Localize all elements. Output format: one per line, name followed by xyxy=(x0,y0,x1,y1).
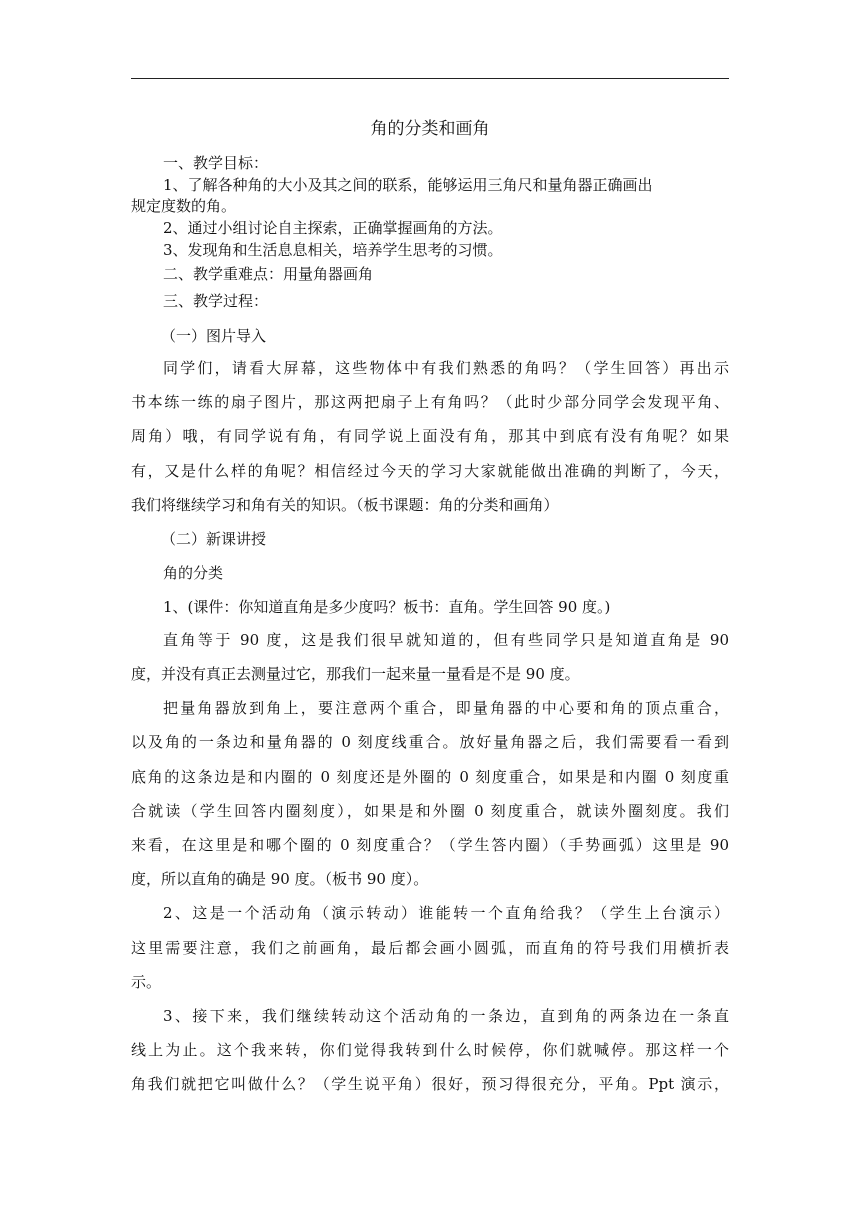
item-1-line: 1、(课件：你知道直角是多少度吗？板书：直角。学生回答 90 度。) xyxy=(163,598,611,616)
goal-1-line-2: 规定度数的角。 xyxy=(131,197,237,215)
intro-line-4: 有，又是什么样的角呢？相信经过今天的学习大家就能做出准确的判断了，今天， xyxy=(131,462,729,480)
classification-heading: 角的分类 xyxy=(163,564,224,582)
goal-3: 3、发现角和生活息息相关，培养学生思考的习惯。 xyxy=(163,241,503,259)
protractor-line-4: 合就读（学生回答内圈刻度），如果是和外圈 0 刻度重合，就读外圈刻度。我们 xyxy=(131,802,729,820)
item-2-line-2: 这里需要注意，我们之前画角，最后都会画小圆弧，而直角的符号我们用横折表 xyxy=(131,939,729,957)
protractor-line-3: 底角的这条边是和内圈的 0 刻度还是外圈的 0 刻度重合，如果是和内圈 0 刻度重 xyxy=(131,768,729,786)
header-rule xyxy=(131,78,729,79)
item-2-line-3: 示。 xyxy=(131,973,162,991)
page-title: 角的分类和画角 xyxy=(370,119,490,139)
protractor-line-6: 度，所以直角的确是 90 度。（板书 90 度）。 xyxy=(131,870,429,888)
item-2-line-1: 2、这是一个活动角（演示转动）谁能转一个直角给我？（学生上台演示） xyxy=(163,904,729,922)
intro-line-2: 书本练一练的扇子图片，那这两把扇子上有角吗？（此时少部分同学会发现平角、 xyxy=(131,393,729,411)
goal-2: 2、通过小组讨论自主探索，正确掌握画角的方法。 xyxy=(163,219,503,237)
difficulty-line: 二、教学重难点：用量角器画角 xyxy=(163,265,374,283)
goals-heading: 一、教学目标： xyxy=(163,154,269,172)
intro-line-3: 周角）哦，有同学说有角，有同学说上面没有角，那其中到底有没有角呢？如果 xyxy=(131,427,729,445)
protractor-line-2: 以及角的一条边和量角器的 0 刻度线重合。放好量角器之后，我们需要看一看到 xyxy=(131,733,729,751)
part-1-heading: （一）图片导入 xyxy=(161,327,267,345)
right-angle-line-1: 直角等于 90 度，这是我们很早就知道的，但有些同学只是知道直角是 90 xyxy=(163,631,729,649)
intro-line-1: 同学们，请看大屏幕，这些物体中有我们熟悉的角吗？（学生回答）再出示 xyxy=(163,359,729,377)
intro-line-5: 我们将继续学习和角有关的知识。（板书课题：角的分类和画角） xyxy=(131,496,559,514)
goal-1-line-1: 1、了解各种角的大小及其之间的联系，能够运用三角尺和量角器正确画出 xyxy=(163,176,653,194)
item-3-line-3: 角我们就把它叫做什么？（学生说平角）很好，预习得很充分，平角。Ppt 演示， xyxy=(131,1075,729,1093)
item-3-line-1: 3、接下来，我们继续转动这个活动角的一条边，直到角的两条边在一条直 xyxy=(163,1007,729,1025)
right-angle-line-2: 度，并没有真正去测量过它，那我们一起来量一量看是不是 90 度。 xyxy=(131,665,580,683)
process-heading: 三、教学过程： xyxy=(163,292,269,310)
part-2-heading: （二）新课讲授 xyxy=(161,530,267,548)
protractor-line-5: 来看，在这里是和哪个圈的 0 刻度重合？（学生答内圈）（手势画弧）这里是 90 xyxy=(131,836,729,854)
item-3-line-2: 线上为止。这个我来转，你们觉得我转到什么时候停，你们就喊停。那这样一个 xyxy=(131,1041,729,1059)
protractor-line-1: 把量角器放到角上，要注意两个重合，即量角器的中心要和角的顶点重合， xyxy=(163,699,729,717)
